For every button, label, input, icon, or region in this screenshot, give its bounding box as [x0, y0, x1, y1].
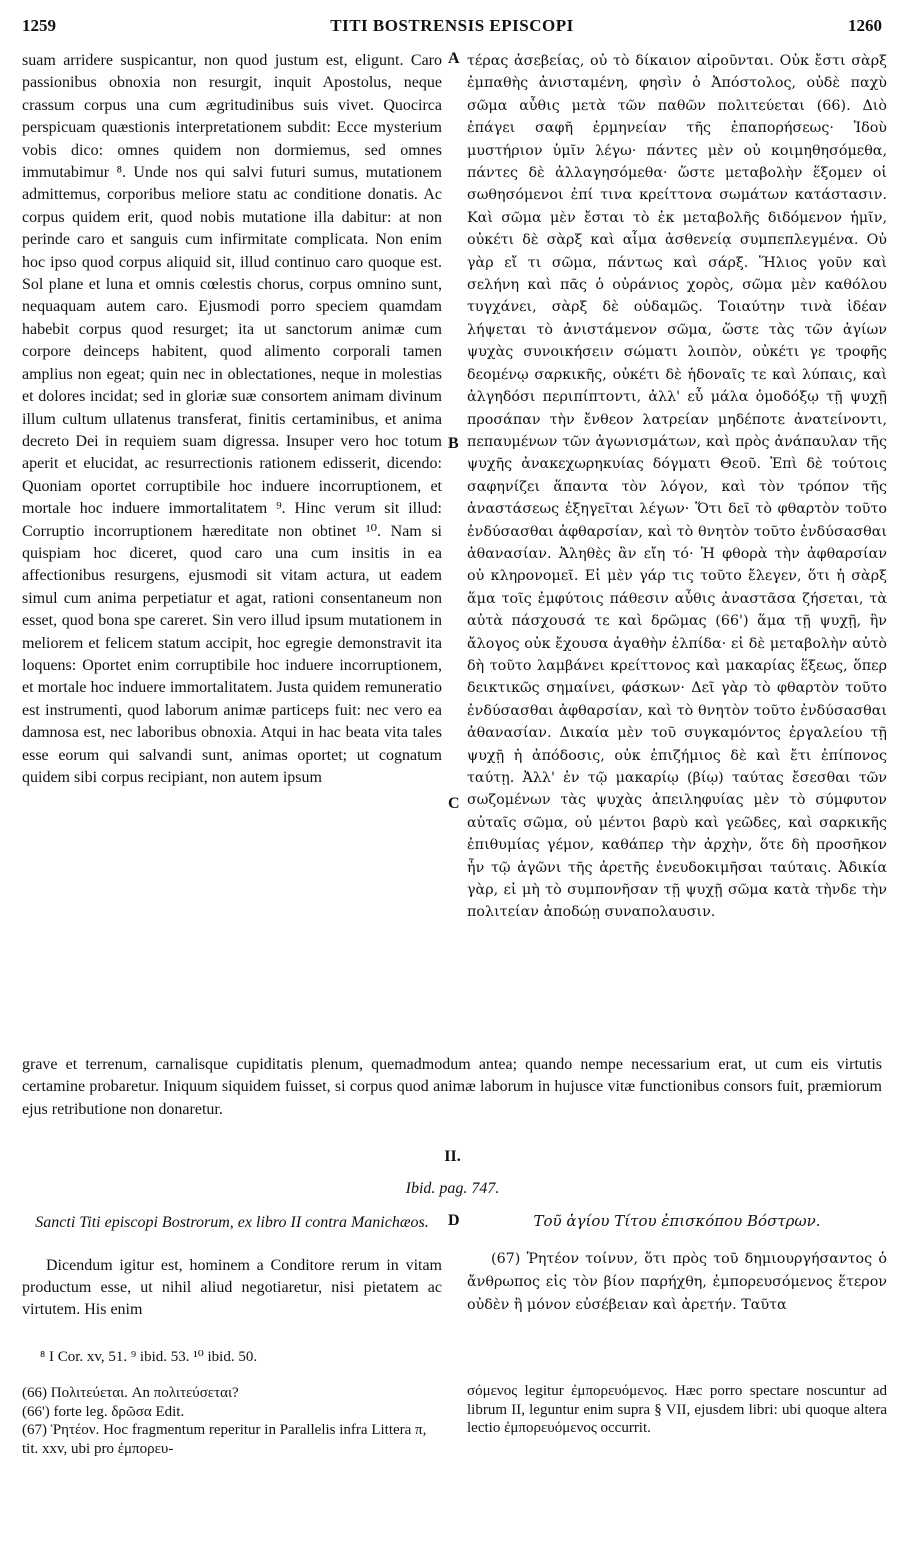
latin-text: suam arridere suspicantur, non quod justum est, eligunt. Caro passionibus obnoxia non resurgit, inquit Apostolus, neque crassum corpus una cum ægritudinibus suis vivet. Quocirca perspicuam quæstionis interpretationem subdit: Ecce mysterium vobis dico: omnes quidem non dormiemus, sed omnes immutabimur ⁸. Unde nos qui salvi futuri sumus, mutationem admittemus, corporibus meliore statu ac conditione donatis. Ac corpus quidem erit, quod nobis mutatione illa dabitur: at non perinde caro et sanguis cum infirmitate complicata. Non enim hoc ipso quod corpus aliquid sit, illud continuo caro quoque est. Sol plane et luna et omnis cœlestis chorus, corpus omnino sunt, nequaquam autem caro. Ejusmodi porro speciem quamdam habebit corpus quod resurget; ita ut sanctorum animæ cum corpore deinceps habitent, quod alimento corporali tamen amplius non egeat; quin nec in oblectationes, neque in molestias et dolores incidat; sed in gloriæ suæ consortem animam divinum illum cultum ullatenus transferat, finitis certaminibus, et anima decreto Dei in requiem suam digressa. Insuper vero hoc totum aperit et elucidat, ac resurrectionis rationem edisserit, dicendo: Quoniam oportet corruptibile hoc induere incorruptionem, et mortale hoc induere immortalitatem ⁹. Hinc verum sit illud: Corruptio incorruptionem hæreditate non obtinet ¹⁰. Nam si quispiam hoc diceret, quod caro una cum insitis in ea affectionibus resurgens, ejusmodi sit vitam actura, ut eadem simul cum anima perpetiatur et agat, rationi consentaneum non esset, quod bona spe careret. Sin vero illud ipsum mutationem in meliorem et felicem statum accipit, hoc egregie demonstravit ita loquens: Oportet enim corruptibile hoc induere incorruptionem, et mortale hoc induere immortalitatem. Justa quidem remuneratio est instrumenti, quod laborum animæ particeps fuit: nec vero ea damnosa est, nec laboribus obnoxia. Atqui in hac beata vita tales esse eorum qui salvandi sunt, animas oportet; ut cognatum quidem sibi corpus recipiant, non autem ipsum	[22, 52, 442, 786]
note-67: (67) Ῥητέον. Hoc fragmentum reperitur in Parallelis infra Littera π, tit. xxv, ubi pro ἐμπορευ-	[22, 1422, 427, 1457]
greek-text: τέρας ἀσεβείας, οὐ τὸ δίκαιον αἱροῦνται. Οὐκ ἔστι σὰρξ ἐμπαθὴς ἀνισταμένη, φησὶν ὁ Ἀπόστολος, οὐδὲ παχὺ σῶμα αὖθις μετὰ τῶν παθῶν πολιτεύεται (66). Διὸ ἐπάγει σαφῆ ἑρμηνείαν τῆς ἐπαπορήσεως· Ἰδοὺ μυστήριον ὑμῖν λέγω· πάντες μὲν οὐ κοιμηθησόμεθα, πάντες δὲ ἀλλαγησόμεθα· ὥστε μεταβολὴν ἕξομεν οἱ σωθησόμενοι ἐπί τινα κρείττονα σωμάτων κατάστασιν. Καὶ σῶμα μὲν ἔσται τὸ ἐκ μεταβολῆς διδόμενον ἡμῖν, οὐκέτι δὲ σὰρξ καὶ αἷμα ἀσθενείᾳ συμπεπλεγμένα. Οὐ γὰρ εἴ τι σῶμα, πάντως καὶ σάρξ. Ἥλιος γοῦν καὶ σελήνη καὶ πᾶς ὁ οὐράνιος χορὸς, σῶμα μὲν καθόλου τυγχάνει, σὰρξ δὲ οὐδαμῶς. Τοιαύτην τινὰ ἰδέαν λήψεται τὸ ἀνιστάμενον σῶμα, ὥστε τὰς τῶν ἁγίων ψυχὰς συνοικήσειν σώματι λοιπὸν, οὐκέτι γε τροφῆς δεομένῳ σαρκικῆς, οὐκέτι δὲ ἡδοναῖς τε καὶ λύπαις, καὶ ἀλγηδόσι περιπίπτοντι, ἀλλ' εὖ μάλα ὁμοδόξῳ τῇ ψυχῇ προσάπαν τὴν ἔνθεον λατρείαν μηδέποτε ἀνατείνοντι, πεπαυμένων τῶν ἀγωνισμάτων, καὶ πρὸς ἀνάπαυλαν τῆς ψυχῆς ἀνακεχωρηκυίας δόγματι Θεοῦ. Ἐπὶ δὲ τούτοις σαφηνίζει ἅπαντα τὸν λόγον, καὶ τὸν τρόπον τῆς ἀναστάσεως ἐξηγεῖται λέγων· Ὅτι δεῖ τὸ φθαρτὸν τοῦτο ἐνδύσασθαι ἀφθαρσίαν, καὶ τὸ θνητὸν τοῦτο ἐνδύσασθαι ἀθανασίαν. Ἀληθὲς ἂν εἴη τό· Ἡ φθορὰ τὴν ἀφθαρσίαν οὐ κληρονομεῖ. Εἰ μὲν γάρ τις τοῦτο ἔλεγεν, ὅτι ἡ σὰρξ ἅμα τοῖς ἐμφύτοις πάθεσιν αὖθις ἀναστᾶσα ζήσεται, τὰ αὐτὰ πάσχουσά τε καὶ δρῶμας (66') ἅμα τῇ ψυχῇ, ἣν ἄλογος οὐκ ἔχουσα ἀγαθὴν ἐλπίδα· εἰ δὲ μεταβολὴν αὐτὸ δὴ τοῦτο λαμβάνει κρείττονος καὶ μακαρίας ἕξεως, ὅπερ δεικτικῶς σημαίνει, φάσκων· Δεῖ γὰρ τὸ φθαρτὸν τοῦτο ἐνδύσασθαι ἀφθαρσίαν, καὶ τὸ θνητὸν τοῦτο ἐνδύσασθαι ἀθανασίαν. Δικαία μὲν τοῦ συγκαμόντος ἐργαλείου τῇ ψυχῇ ἡ ἀπόδοσις, οὐκ ἐπιζήμιος δὲ καὶ ἔτι ἐπίπονος ταύτῃ. Ἀλλ' ἐν τῷ μακαρίῳ (βίῳ) ταύτας ἔσεσθαι τῶν σωζομένων τὰς ψυχὰς ἀπειληφυίας μὲν τὸ σύμφυτον αὐταῖς σῶμα, οὐ μέντοι βαρὺ καὶ γεῶδες, καὶ σαρκικῆς ἐπιθυμίας γέμον, καθάπερ τὴν ἀρχὴν, ὅτε δὴ προσῆκον ἦν τῷ ἀγῶνι τῆς ἀρετῆς ἐνευδοκιμῆσαι ταύταις. Ἀδικία γὰρ, εἰ μὴ τὸ συμπονῆσαν τῇ ψυχῇ σῶμα κατὰ τὴνδε τὴν πολιτείαν ἀποδώῃ συναπολαυσιν.	[467, 53, 887, 921]
margin-label-d: D	[448, 1212, 460, 1229]
editorial-notes-left	[22, 1384, 442, 1458]
note-66-prime: (66') forte leg. δρῶσα Edit.	[22, 1403, 185, 1420]
scripture-footnotes: ⁸ I Cor. xv, 51. ⁹ ibid. 53. ¹⁰ ibid. 50.	[40, 1349, 258, 1365]
fragment-latin-text: Dicendum igitur est, hominem a Conditore rerum in vitam productum esse, ut nihil aliud negotiaretur, nisi pietatem ac virtutem. His enim	[22, 1257, 442, 1318]
running-title: TITI BOSTRENSIS EPISCOPI	[330, 16, 574, 35]
greek-column	[467, 50, 887, 924]
fragment-greek-title: Τοῦ ἁγίου Τίτου ἐπισκόπου Βόστρων.	[533, 1212, 821, 1230]
fragment-latin-title-text: Sancti Titi episcopi Bostrorum, ex libro II contra Manichæos.	[35, 1214, 429, 1231]
margin-label-a: A	[448, 50, 460, 67]
note-66: (66) Πολιτεύεται. An πολιτεύσεται?	[22, 1385, 239, 1401]
section-reference: Ibid. pag. 747.	[405, 1180, 500, 1197]
page-number-left: 1259	[22, 16, 56, 35]
page-number-right: 1260	[848, 16, 882, 35]
latin-continuation: grave et terrenum, carnalisque cupiditatis plenum, quemadmodum antea; quando nempe necessarium erat, ut cum eis virtutis certamine probaretur. Iniquum siquidem fuisset, si corpus quod animæ laborum in hujusce vitæ functionibus consors fuit, præmiorum ejus retributione non donaretur.	[22, 1056, 882, 1118]
section-number: II.	[444, 1148, 461, 1165]
running-header	[22, 16, 882, 46]
note-67-continued: σόμενος legitur ἐμπορευόμενος. Hæc porro spectare noscuntur ad librum II, leguntur enim supra § VII, ejusdem libri: ubi quoque altera lectio ἐμπορευόμενος occurrit.	[467, 1383, 887, 1436]
editorial-notes-right	[467, 1382, 887, 1438]
fragment-latin-title	[22, 1212, 442, 1233]
margin-label-c: C	[448, 795, 460, 812]
latin-column	[22, 50, 442, 789]
margin-label-b: B	[448, 435, 459, 452]
fragment-greek-text: (67) Ῥητέον τοίνυν, ὅτι πρὸς τοῦ δημιουργήσαντος ὁ ἄνθρωπος εἰς τὸν βίον παρήχθη, ἐμπορευσόμενος ἕτερον οὐδὲν ἢ μόνον εὐσέβειαν καὶ ἀρετήν. Ταῦτα	[467, 1251, 887, 1313]
